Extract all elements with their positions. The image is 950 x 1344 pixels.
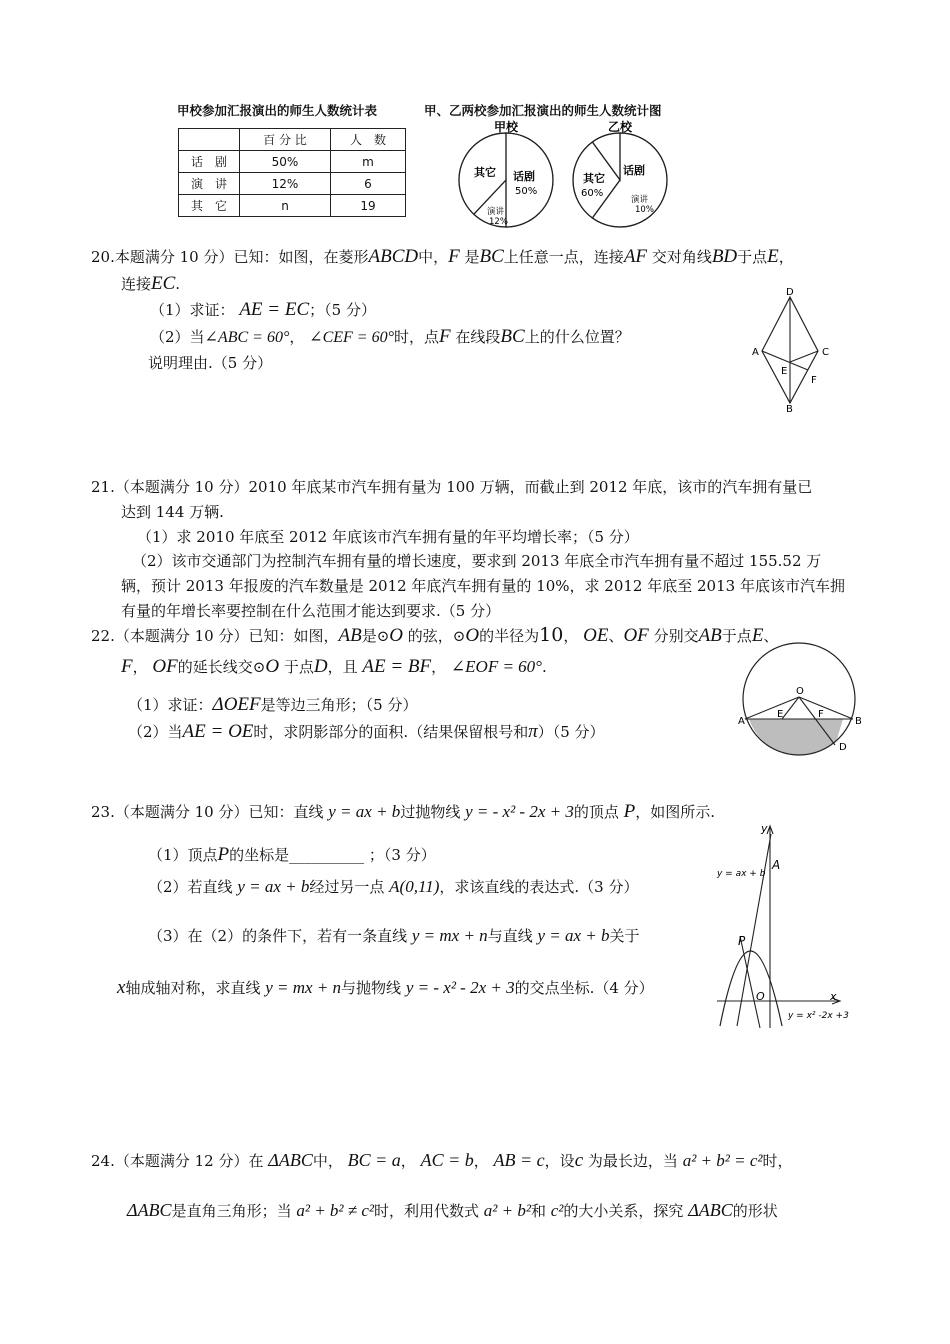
q23-line1 bbox=[91, 801, 715, 823]
q22-text: ， bbox=[431, 658, 447, 676]
q22-text: 的半径为 bbox=[479, 627, 540, 645]
math: y = - x² - 2x + 3 bbox=[405, 978, 515, 997]
circle-figure bbox=[735, 638, 865, 758]
q23-text: ，如图所示. bbox=[635, 803, 716, 821]
q22-text: 的弦，⊙ bbox=[407, 627, 466, 645]
math: E bbox=[767, 246, 779, 267]
math: y = ax + b bbox=[328, 802, 401, 821]
math: O bbox=[265, 656, 280, 677]
q24-text: ， bbox=[400, 1152, 416, 1170]
math: AB = c bbox=[493, 1150, 545, 1170]
math: a² + b² bbox=[483, 1201, 531, 1220]
q20-text: . bbox=[175, 275, 181, 293]
label-a: A bbox=[738, 716, 745, 727]
math: O bbox=[465, 625, 480, 646]
math: y = mx + n bbox=[411, 926, 488, 945]
math: E bbox=[751, 625, 764, 646]
q20-text: 交对角线 bbox=[651, 248, 712, 266]
q24-text: 的大小关系，探究 bbox=[563, 1202, 684, 1220]
q23-part3 bbox=[148, 925, 640, 946]
math: a² + b² = c² bbox=[682, 1151, 763, 1170]
q22-part2 bbox=[128, 721, 605, 743]
math: ABCD bbox=[368, 246, 419, 267]
line-y-ax-b bbox=[737, 834, 771, 1026]
q23-text: 经过另一点 bbox=[309, 878, 385, 896]
math: y = ax + b bbox=[237, 877, 310, 896]
q20-line1 bbox=[91, 246, 794, 268]
parabola-label: y = x² -2x +3 bbox=[788, 1011, 849, 1021]
q20-text: 中， bbox=[418, 248, 449, 266]
q22-text: ）（5 分） bbox=[537, 723, 605, 741]
q23-text: 的交点坐标.（4 分） bbox=[514, 979, 654, 997]
q22-text: 22.（本题满分 10 分）已知：如图， bbox=[91, 627, 339, 645]
math: a² + b² ≠ c² bbox=[296, 1201, 374, 1220]
table-cell: 19 bbox=[331, 195, 406, 217]
q23-part1 bbox=[148, 844, 436, 866]
q23-text: 的坐标是__________ ；（3 分） bbox=[229, 846, 436, 864]
math: EC bbox=[151, 273, 176, 294]
math: AC = b bbox=[420, 1150, 474, 1170]
math: AE = OE bbox=[182, 721, 254, 742]
math: ΔABC bbox=[268, 1150, 313, 1170]
math: ΔOEF bbox=[212, 694, 261, 715]
label-b: B bbox=[855, 716, 862, 727]
q22-text: ， bbox=[132, 658, 148, 676]
label-c: C bbox=[822, 347, 829, 358]
math: F bbox=[121, 656, 133, 677]
q24-line1 bbox=[91, 1150, 793, 1172]
q20-text: ， bbox=[289, 328, 305, 346]
q20-text: （1）求证： bbox=[150, 301, 235, 319]
q20-part1 bbox=[150, 299, 376, 321]
q24-text: ， bbox=[473, 1152, 489, 1170]
q22-part1 bbox=[128, 694, 417, 716]
table-cell: 其 它 bbox=[179, 195, 240, 217]
q21-part2-line2: 辆，预计 2013 年报废的汽车数量是 2012 年底汽车拥有量的 10%，求 2012 年底至 2013 年底该市汽车拥 bbox=[121, 577, 845, 595]
pie-jia-title: 甲校 bbox=[493, 120, 519, 134]
q22-text: 是等边三角形；（5 分） bbox=[260, 696, 418, 714]
label-e: E bbox=[781, 366, 788, 377]
table-cell: 6 bbox=[331, 173, 406, 195]
q20-text: 于点 bbox=[737, 248, 768, 266]
pie-jia bbox=[459, 133, 553, 227]
table-row bbox=[179, 195, 406, 217]
stats-table bbox=[178, 128, 406, 217]
math: ∠EOF = 60° bbox=[450, 657, 542, 676]
math: P bbox=[623, 801, 636, 822]
q24-text: 的形状 bbox=[732, 1202, 778, 1220]
table-header-cell: 百 分 比 bbox=[240, 129, 331, 151]
label-d: D bbox=[839, 742, 847, 753]
table-title: 甲校参加汇报演出的师生人数统计表 bbox=[177, 103, 378, 118]
pie-yi bbox=[573, 133, 667, 227]
pie-charts bbox=[450, 118, 680, 230]
q24-text: 中， bbox=[312, 1152, 343, 1170]
q22-text: 于点 bbox=[283, 658, 314, 676]
math: OF bbox=[152, 656, 178, 677]
q20-part2-line2: 说明理由.（5 分） bbox=[148, 354, 273, 372]
q20-line2 bbox=[121, 273, 180, 295]
q22-text: 、 bbox=[608, 627, 624, 645]
math: P bbox=[217, 844, 230, 865]
q20-text: ， bbox=[778, 248, 794, 266]
label-a: A bbox=[752, 347, 759, 358]
math: D bbox=[313, 656, 328, 677]
label-o: O bbox=[756, 990, 765, 1003]
label-o: O bbox=[796, 686, 804, 697]
q21-part1: （1）求 2010 年底至 2012 年底该市汽车拥有量的年平均增长率；（5 分） bbox=[137, 528, 639, 546]
pie-yi-title: 乙校 bbox=[607, 120, 633, 134]
math: ∠CEF = 60° bbox=[309, 329, 394, 346]
math: A(0,11) bbox=[389, 877, 440, 896]
shaded-region bbox=[749, 719, 843, 757]
table-cell: 12% bbox=[240, 173, 331, 195]
q22-text: 于点 bbox=[721, 627, 752, 645]
q24-text: 和 bbox=[530, 1202, 546, 1220]
q23-text: 与抛物线 bbox=[341, 979, 402, 997]
q23-text: 的顶点 bbox=[573, 803, 619, 821]
table-cell: 演 讲 bbox=[179, 173, 240, 195]
math: π bbox=[528, 721, 538, 742]
q23-text: ，求该直线的表达式.（3 分） bbox=[439, 878, 639, 896]
q23-text: （1）顶点 bbox=[148, 846, 218, 864]
math: AE = EC bbox=[239, 299, 310, 320]
q22-line1 bbox=[91, 624, 778, 647]
label-d: D bbox=[786, 287, 794, 298]
q22-text: （1）求证： bbox=[128, 696, 213, 714]
label-b: B bbox=[786, 404, 793, 412]
q23-text: 23.（本题满分 10 分）已知：直线 bbox=[91, 803, 324, 821]
rhombus-figure bbox=[745, 282, 845, 412]
q23-part2 bbox=[148, 876, 638, 897]
q20-text: ；（5 分） bbox=[309, 301, 376, 319]
q23-text: （3）在（2）的条件下，若有一条直线 bbox=[148, 927, 408, 945]
pie-label: 演讲 bbox=[631, 195, 649, 205]
q23-text: 关于 bbox=[609, 927, 640, 945]
q20-text: 时，点 bbox=[394, 328, 440, 346]
table-header-row bbox=[179, 129, 406, 151]
q24-text: ，设 bbox=[544, 1152, 575, 1170]
math: ΔABC bbox=[688, 1200, 733, 1220]
q22-text: 分别交 bbox=[653, 627, 699, 645]
label-p: P bbox=[738, 934, 746, 948]
table-header-cell bbox=[179, 129, 240, 151]
q23-text: 轴成轴对称，求直线 bbox=[125, 979, 261, 997]
math: AB bbox=[338, 625, 362, 646]
q21-part2: （2）该市交通部门为控制汽车拥有量的增长速度，要求到 2013 年底全市汽车拥有量不超过 155.52 万 bbox=[132, 552, 822, 570]
label-f: F bbox=[818, 709, 824, 720]
line-label: y = ax + b bbox=[717, 869, 766, 879]
q22-text: 时，求阴影部分的面积.（结果保留根号和 bbox=[253, 723, 529, 741]
math: y = ax + b bbox=[537, 926, 610, 945]
math: F bbox=[448, 246, 460, 267]
table-row bbox=[179, 151, 406, 173]
pie-label: 10% bbox=[635, 205, 654, 215]
label-x: x bbox=[830, 990, 837, 1003]
math: BD bbox=[711, 246, 738, 267]
q20-part2 bbox=[150, 326, 630, 348]
q20-text: 上任意一点，连接 bbox=[503, 248, 624, 266]
table-row bbox=[179, 173, 406, 195]
q20-text: 是 bbox=[464, 248, 480, 266]
math: c bbox=[574, 1150, 584, 1171]
q22-line2 bbox=[121, 656, 547, 678]
math: ΔABC bbox=[127, 1200, 172, 1220]
q22-text: 、 bbox=[763, 627, 779, 645]
q24-text: 24.（本题满分 12 分）在 bbox=[91, 1152, 264, 1170]
q24-text: 时，利用代数式 bbox=[374, 1202, 480, 1220]
q20-text: 连接 bbox=[121, 275, 152, 293]
pie-label: 话剧 bbox=[513, 170, 535, 183]
math: ∠ABC = 60° bbox=[204, 329, 290, 346]
q23-part3-line2 bbox=[117, 977, 654, 999]
table-header-cell: 人 数 bbox=[331, 129, 406, 151]
chart-title: 甲、乙两校参加汇报演出的师生人数统计图 bbox=[424, 103, 662, 118]
table-cell: n bbox=[240, 195, 331, 217]
parabola-figure bbox=[712, 816, 857, 1030]
math: OF bbox=[623, 625, 649, 646]
q24-text: 时， bbox=[762, 1152, 793, 1170]
math: c² bbox=[550, 1201, 564, 1220]
q22-text: ， bbox=[563, 627, 579, 645]
pie-label: 演讲 bbox=[487, 207, 505, 217]
q23-text: 与直线 bbox=[487, 927, 533, 945]
math: AE = BF bbox=[362, 656, 432, 677]
q23-text: 过抛物线 bbox=[400, 803, 461, 821]
math: F bbox=[439, 326, 451, 347]
table-cell: m bbox=[331, 151, 406, 173]
label-f: F bbox=[811, 375, 817, 386]
math: OE bbox=[583, 625, 609, 646]
q23-text: （2）若直线 bbox=[148, 878, 233, 896]
q20-text: 20.本题满分 10 分）已知：如图，在菱形 bbox=[91, 248, 369, 266]
table-cell: 50% bbox=[240, 151, 331, 173]
math: y = - x² - 2x + 3 bbox=[465, 802, 574, 821]
q22-text: 是⊙ bbox=[361, 627, 390, 645]
math: 10 bbox=[539, 624, 564, 646]
pie-label: 话剧 bbox=[623, 164, 645, 177]
segment-ec bbox=[790, 351, 818, 362]
label-e: E bbox=[777, 709, 784, 720]
math: BC bbox=[479, 246, 504, 267]
pie-label: 其它 bbox=[583, 172, 605, 185]
math: y = mx + n bbox=[265, 978, 342, 997]
label-a: A bbox=[772, 858, 781, 872]
q21-line2: 达到 144 万辆. bbox=[121, 503, 224, 521]
pie-label: 50% bbox=[515, 186, 538, 197]
math: BC = a bbox=[347, 1150, 401, 1170]
q22-text: 的延长线交⊙ bbox=[177, 658, 266, 676]
table-cell: 话 剧 bbox=[179, 151, 240, 173]
label-y: y bbox=[761, 822, 768, 835]
math: BC bbox=[500, 326, 525, 347]
pie-label: 其它 bbox=[474, 166, 496, 179]
math: O bbox=[389, 625, 404, 646]
q21-line1: 21.（本题满分 10 分）2010 年底某市汽车拥有量为 100 万辆，而截止到 2012 年底，该市的汽车拥有量已 bbox=[91, 478, 813, 496]
q24-line2 bbox=[127, 1200, 778, 1221]
q20-text: （2）当 bbox=[150, 328, 205, 346]
pie-label: 12% bbox=[489, 217, 508, 227]
q20-text: 在线段 bbox=[455, 328, 501, 346]
math: AB bbox=[698, 625, 722, 646]
q22-text: （2）当 bbox=[128, 723, 183, 741]
pie-label: 60% bbox=[581, 188, 604, 199]
q20-text: 上的什么位置？ bbox=[524, 328, 630, 346]
q22-text: . bbox=[541, 658, 547, 676]
math: x bbox=[117, 977, 126, 998]
q24-text: 是直角三角形；当 bbox=[171, 1202, 292, 1220]
q21-part2-line3: 有量的年增长率要控制在什么范围才能达到要求.（5 分） bbox=[121, 602, 501, 620]
math: AF bbox=[623, 246, 648, 267]
q24-text: 为最长边，当 bbox=[587, 1152, 678, 1170]
q22-text: ，且 bbox=[327, 658, 358, 676]
